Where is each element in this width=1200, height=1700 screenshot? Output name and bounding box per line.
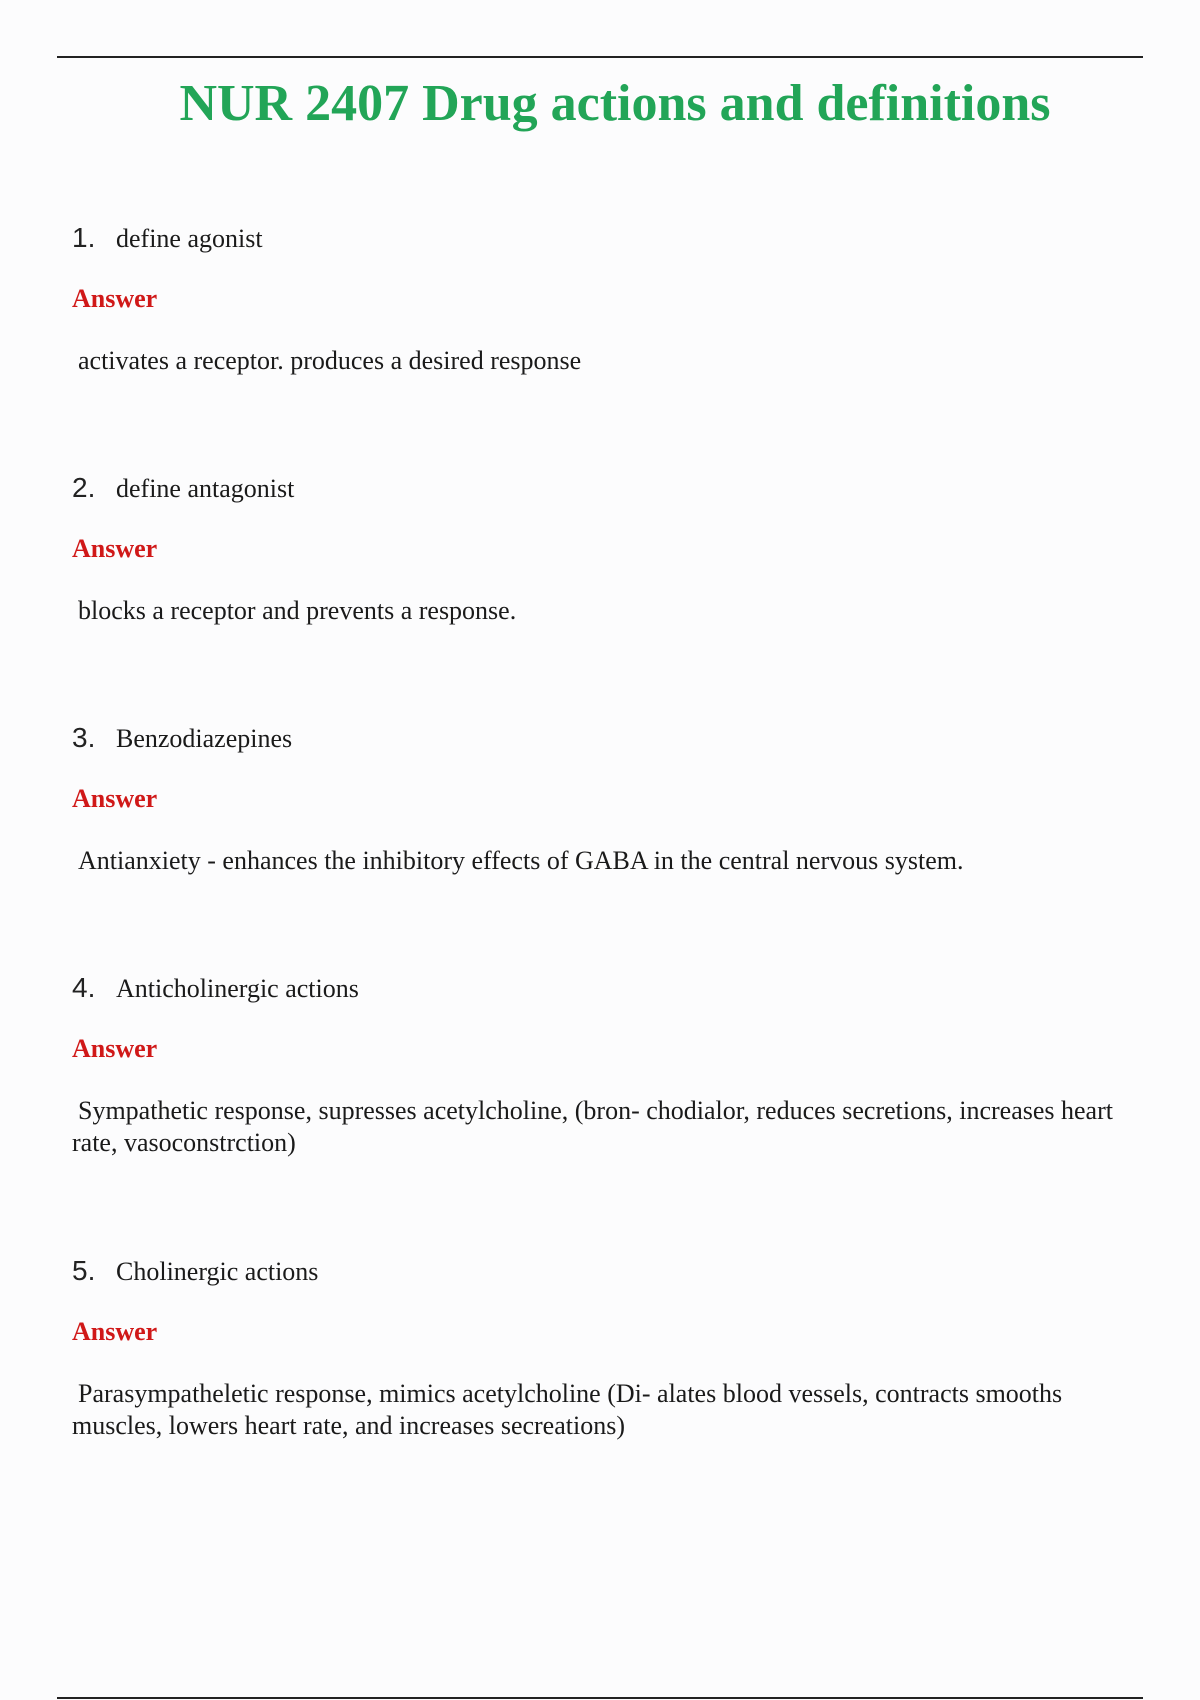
question-number: 1. [72, 222, 96, 253]
question-number: 3. [72, 722, 96, 753]
question-text: Anticholinergic actions [116, 974, 359, 1003]
question-text: Cholinergic actions [116, 1257, 319, 1286]
answer-label: Answer [72, 1317, 158, 1346]
answer-text: activates a receptor. produces a desired response [78, 346, 582, 375]
question-text: define agonist [116, 224, 263, 253]
question-number: 4. [72, 972, 96, 1003]
answer-label: Answer [72, 534, 158, 563]
bottom-divider [57, 1697, 1143, 1699]
top-divider [57, 56, 1143, 58]
question-number: 5. [72, 1255, 96, 1286]
answer-label: Answer [72, 784, 158, 813]
question-text: define antagonist [116, 474, 295, 503]
answer-text: blocks a receptor and prevents a response. [78, 596, 517, 625]
answer-text: Antianxiety - enhances the inhibitory effects of GABA in the central nervous system. [78, 846, 964, 875]
answer-text: Sympathetic response, supresses acetylcholine, (bron- chodialor, reduces secretions, increases heart rate, vasoconstrction) [72, 1096, 1113, 1157]
question-item-3 [72, 721, 1144, 877]
answer-label: Answer [72, 284, 158, 313]
answer-label: Answer [72, 1034, 158, 1063]
question-item-4 [72, 971, 1144, 1159]
question-item-2 [72, 471, 1144, 627]
question-item-5 [72, 1254, 1144, 1442]
question-number: 2. [72, 472, 96, 503]
answer-text: Parasympatheletic response, mimics acetylcholine (Di- alates blood vessels, contracts smooths muscles, lowers heart rate, and increases secreations) [72, 1379, 1063, 1440]
document-title: NUR 2407 Drug actions and definitions [179, 75, 1051, 132]
question-text: Benzodiazepines [116, 724, 293, 753]
question-item-1 [72, 221, 1144, 377]
